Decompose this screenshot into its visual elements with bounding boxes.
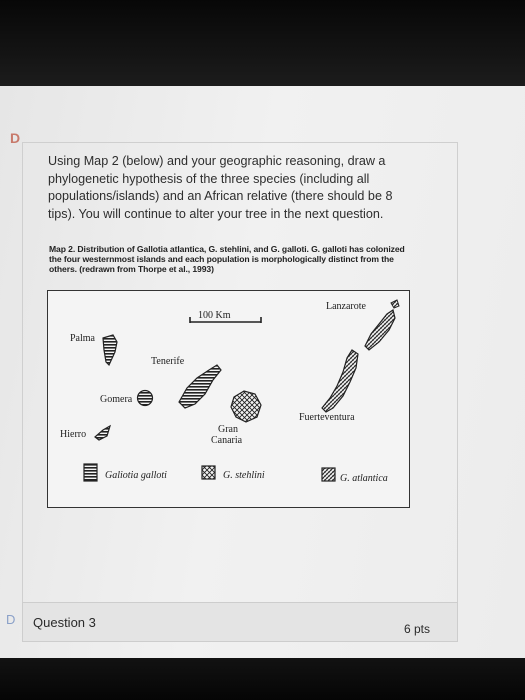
label-gran: Gran: [218, 424, 238, 435]
flag-marker-icon-bottom[interactable]: D: [6, 612, 16, 627]
label-fuerteventura: Fuerteventura: [299, 412, 355, 423]
island-fuerteventura: [322, 350, 358, 412]
flag-marker-icon[interactable]: D: [10, 130, 21, 146]
question-number: Question 3: [33, 615, 96, 630]
legend-label-stehlini: G. stehlini: [223, 470, 265, 481]
label-canaria: Canaria: [211, 435, 243, 446]
legend-label-galloti: Galiotia galloti: [105, 470, 167, 481]
scale-label: 100 Km: [198, 310, 231, 321]
map-caption: Map 2. Distribution of Gallotia atlantica, G. stehlini, and G. galloti. G. galloti has colonized the four westernmost islands and each population is morphologically distinct from the others. (redrawn from Thorpe et al., 1993): [49, 244, 405, 275]
question-prompt: Using Map 2 (below) and your geographic reasoning, draw a phylogenetic hypothesis of the three species (including all populations/islands) and an African relative (there should be 8 tips). You will continue to alter your tree in the next question.: [48, 154, 393, 221]
legend-swatch-atlantica: [322, 468, 335, 481]
dark-bottom-edge: [0, 658, 525, 700]
island-tenerife: [179, 365, 221, 408]
dark-top-edge: [0, 0, 525, 86]
label-tenerife: Tenerife: [151, 356, 185, 367]
label-lanzarote: Lanzarote: [326, 301, 366, 312]
label-hierro: Hierro: [60, 429, 87, 440]
question-points: 6 pts: [404, 622, 431, 636]
legend-label-atlantica: G. atlantica: [340, 473, 388, 484]
label-gomera: Gomera: [100, 394, 133, 405]
legend-swatch-stehlini: [202, 466, 215, 479]
island-palma: [103, 335, 117, 365]
label-palma: Palma: [70, 333, 95, 344]
island-gomera: [138, 391, 153, 406]
island-hierro: [95, 426, 110, 440]
island-gran-canaria: [231, 391, 261, 422]
island-lanzarote: [365, 310, 395, 350]
legend-swatch-galloti: [84, 464, 97, 481]
